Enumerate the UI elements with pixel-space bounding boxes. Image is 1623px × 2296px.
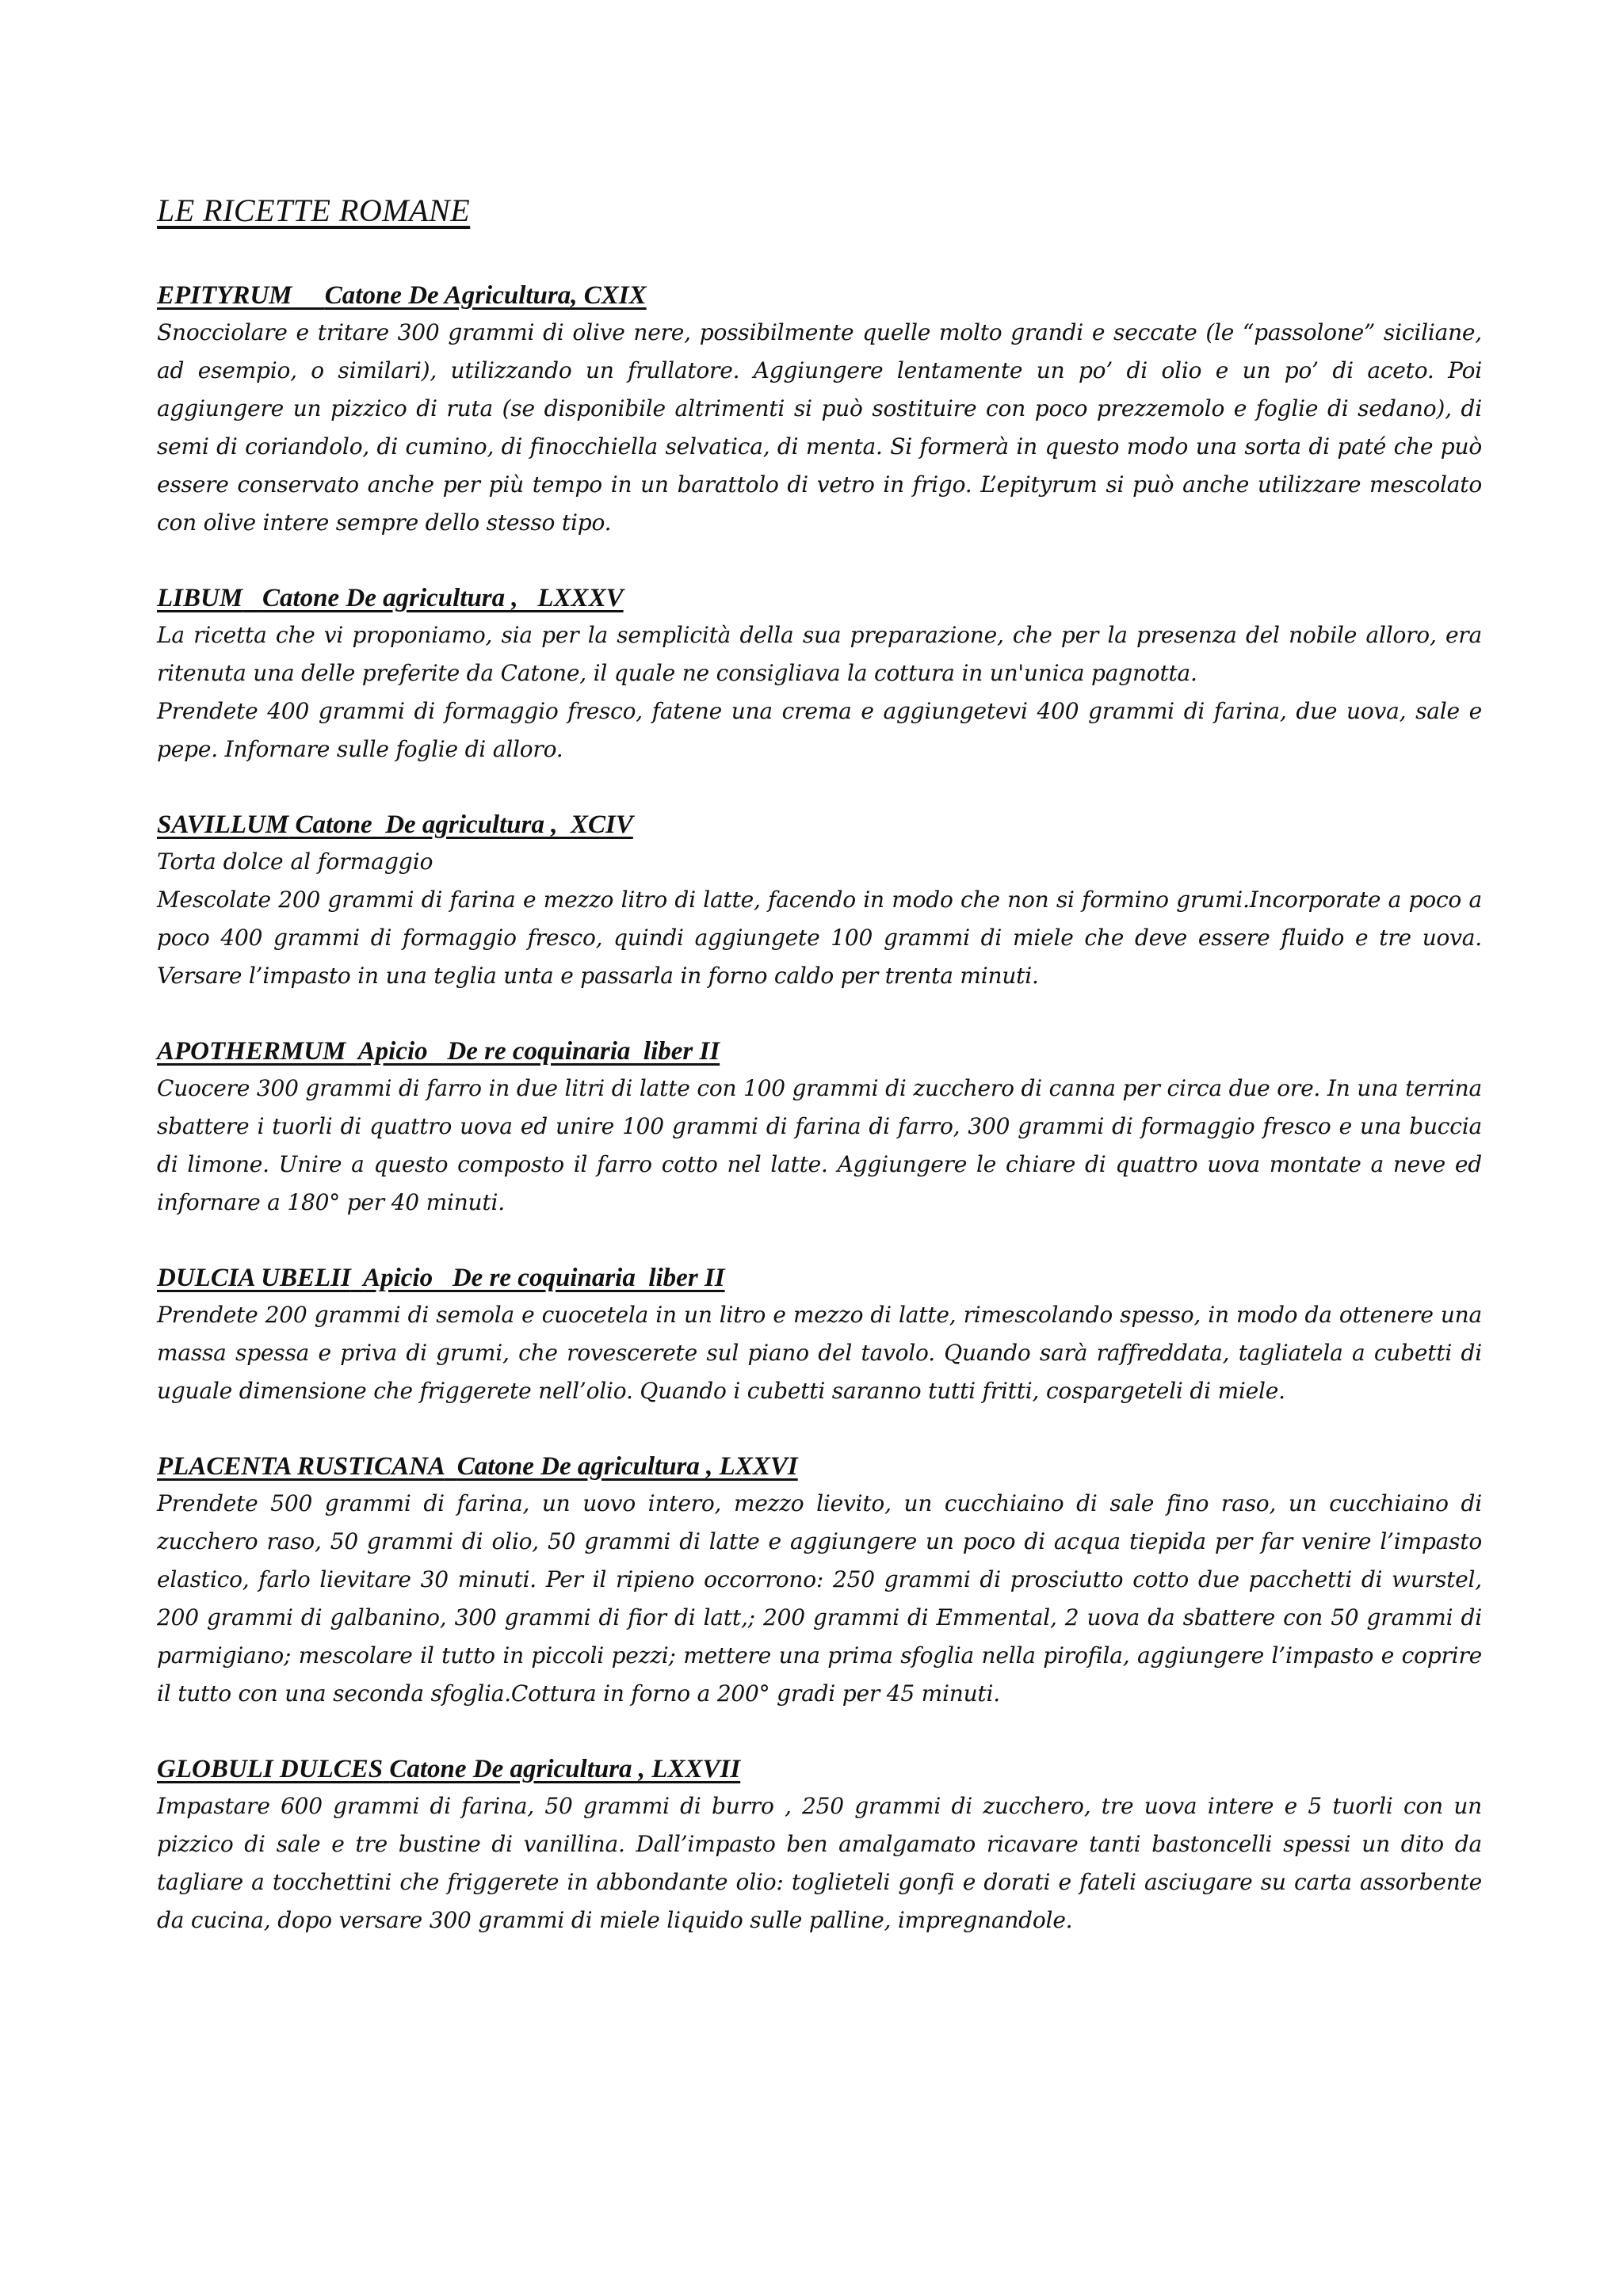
recipe-source: Catone De agricultura , LXXVII (389, 1755, 741, 1783)
recipe-source: Catone De agricultura , LXXXV (262, 584, 624, 612)
recipe-source: Catone De agricultura , LXXVI (456, 1452, 798, 1481)
recipe-paragraph: Prendete 500 grammi di farina, un uovo intero, mezzo lievito, un cucchiaino di sale fino raso, un cucchiaino di zucchero raso, 50 grammi di olio, 50 grammi di latte e aggiungere un poco di acqua tiepida per far venire l’impasto elastico, farlo lievitare 30 minuti. Per il ripieno occorrono: 250 grammi di prosciutto cotto due pacchetti di wurstel, 200 grammi di galbanino, 300 grammi di fior di latt,; 200 grammi di Emmental, 2 uova da sbattere con 50 grammi di parmigiano; mescolare il tutto in piccoli pezzi; mettere una prima sfoglia nella pirofila, aggiungere l’impasto e coprire il tutto con una seconda sfoglia.Cottura in forno a 200° gradi per 45 minuti. (157, 1490, 1482, 1707)
heading-separator (346, 1037, 357, 1066)
heading-separator (242, 584, 262, 612)
recipe-section (157, 807, 1482, 995)
recipe-heading (157, 277, 1482, 314)
heading-separator (288, 810, 295, 839)
recipe-section (157, 1033, 1482, 1222)
recipe-source: Catone De agricultura , XCIV (295, 810, 633, 839)
recipe-heading (157, 807, 1482, 843)
recipe-heading (157, 1751, 1482, 1787)
recipe-source: Apicio De re coquinaria liber II (363, 1264, 725, 1292)
recipe-paragraph: Impastare 600 grammi di farina, 50 grammi di burro , 250 grammi di zucchero, tre uova intere e 5 tuorli con un pizzico di sale e tre bustine di vanillina. Dall’impasto ben amalgamato ricavare tanti bastoncelli spessi un dito da tagliare a tocchettini che friggerete in abbondante olio: toglieteli gonfi e dorati e fateli asciugare su carta assorbente da cucina, dopo versare 300 grammi di miele liquido sulle palline, impregnandole. (157, 1793, 1482, 1933)
heading-separator (351, 1264, 363, 1292)
recipe-name: PLACENTA RUSTICANA (157, 1452, 445, 1481)
recipe-list (157, 277, 1482, 1939)
recipe-name: LIBUM (157, 584, 243, 612)
recipe-section (157, 1751, 1482, 1939)
recipe-heading (157, 1448, 1482, 1485)
recipe-paragraph: Prendete 200 grammi di semola e cuocetela in un litro e mezzo di latte, rimescolando spesso, in modo da ottenere una massa spessa e priva di grumi, che rovescerete sul piano del tavolo. Quando sarà raffreddata, tagliatela a cubetti di uguale dimensione che friggerete nell’olio. Quando i cubetti saranno tutti fritti, cospargeteli di miele. (157, 1302, 1482, 1404)
recipe-paragraph: Prendete 400 grammi di formaggio fresco, fatene una crema e aggiungetevi 400 grammi di farina, due uova, sale e pepe. Infornare sulle foglie di alloro. (157, 698, 1482, 762)
recipe-name: APOTHERMUM (157, 1037, 346, 1066)
recipe-name: DULCIA UBELII (157, 1264, 351, 1292)
recipe-paragraph: Mescolate 200 grammi di farina e mezzo litro di latte, facendo in modo che non si formino grumi.Incorporate a poco a poco 400 grammi di formaggio fresco, quindi aggiungete 100 grammi di miele che deve essere fluido e tre uova. Versare l’impasto in una teglia unta e passarla in forno caldo per trenta minuti. (157, 887, 1482, 989)
recipe-section (157, 1448, 1482, 1713)
recipe-subtitle: Torta dolce al formaggio (157, 849, 433, 875)
recipe-name: SAVILLUM (157, 810, 289, 839)
recipe-paragraph: Snocciolare e tritare 300 grammi di olive nere, possibilmente quelle molto grandi e seccate (le “passolone” siciliane, ad esempio, o similari), utilizzando un frullatore. Aggiungere lentamente un po’ di olio e un po’ di aceto. Poi aggiungere un pizzico di ruta (se disponibile altrimenti si può sostituire con poco prezzemolo e foglie di sedano), di semi di coriandolo, di cumino, di finocchiella selvatica, di menta. Si formerà in questo modo una sorta di paté che può essere conservato anche per più tempo in un barattolo di vetro in frigo. L’epityrum si può anche utilizzare mescolato con olive intere sempre dello stesso tipo. (157, 319, 1482, 536)
heading-separator (292, 281, 325, 310)
recipe-name: EPITYRUM (157, 281, 292, 310)
heading-separator (444, 1452, 457, 1481)
recipe-heading (157, 580, 1482, 616)
recipe-source: Apicio De re coquinaria liber II (357, 1037, 720, 1066)
recipe-heading (157, 1260, 1482, 1296)
recipe-source: Catone De Agricultura, CXIX (324, 281, 647, 310)
recipe-paragraph: La ricetta che vi proponiamo, sia per la semplicità della sua preparazione, che per la presenza del nobile alloro, era ritenuta una delle preferite da Catone, il quale ne consigliava la cottura in un'unica pagnotta. (157, 622, 1482, 686)
page-title: LE RICETTE ROMANE (157, 193, 471, 228)
recipe-section (157, 1260, 1482, 1410)
recipe-section (157, 580, 1482, 769)
recipe-heading (157, 1033, 1482, 1070)
document-page (157, 190, 1482, 1978)
recipe-paragraph: Cuocere 300 grammi di farro in due litri di latte con 100 grammi di zucchero di canna per circa due ore. In una terrina sbattere i tuorli di quattro uova ed unire 100 grammi di farina di farro, 300 grammi di formaggio fresco e una buccia di limone. Unire a questo composto il farro cotto nel latte. Aggiungere le chiare di quattro uova montate a neve ed infornare a 180° per 40 minuti. (157, 1075, 1482, 1215)
recipe-name: GLOBULI DULCES (157, 1755, 384, 1783)
recipe-section (157, 277, 1482, 542)
